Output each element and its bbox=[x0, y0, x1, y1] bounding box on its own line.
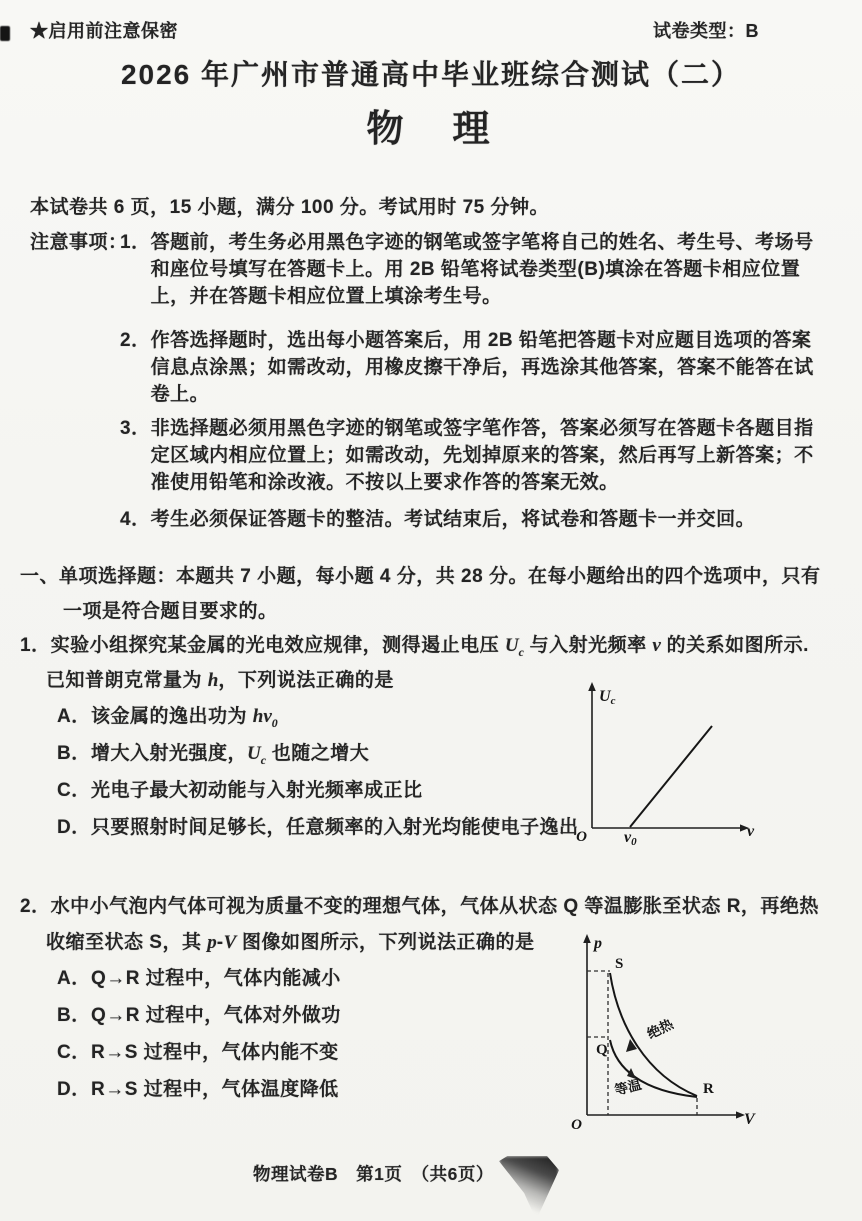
q1-stem-line2: 已知普朗克常量为 h，下列说法正确的是 bbox=[46, 670, 394, 691]
adiabatic-direction-arrow-icon bbox=[626, 1039, 637, 1052]
section1-heading-line1: 一、单项选择题：本题共 7 小题，每小题 4 分，共 28 分。在每小题给出的四个选项中，只有 bbox=[20, 566, 821, 587]
note-number: 3． bbox=[120, 418, 151, 439]
q2-stem-line1 bbox=[20, 893, 821, 920]
option-text: 该金属的逸出功为 $h\nu_0$ bbox=[91, 706, 278, 730]
note-text: 考生必须保证答题卡的整洁。考试结束后，将试卷和答题卡一并交回。 bbox=[150, 509, 756, 530]
note-text: 非选择题必须用黑色字迹的钢笔或签字笔作答，答案必须写在答题卡各题目指定区域内相应位置上；如需改动，先划掉原来的答案，然后再写上新答案；不准使用铅笔和涂改液。不按以上要求作答的答案无效。 bbox=[150, 418, 814, 493]
option-text: Q→R 过程中，气体内能减小 bbox=[91, 968, 341, 989]
y-axis-arrow-icon bbox=[588, 682, 596, 691]
q1-photoelectric-graph bbox=[575, 680, 760, 846]
note-item-2 bbox=[120, 327, 817, 408]
q1-option-c bbox=[57, 777, 423, 804]
option-text: R→S 过程中，气体内能不变 bbox=[91, 1042, 339, 1063]
note-item-4 bbox=[120, 506, 817, 533]
option-text: R→S 过程中，气体温度降低 bbox=[91, 1079, 339, 1100]
scan-edge-mark bbox=[0, 26, 10, 41]
subject-title: 物 理 bbox=[366, 108, 496, 149]
section1-heading-line2: 一项是符合题目要求的。 bbox=[63, 601, 278, 622]
q1-number: 1． bbox=[20, 635, 51, 656]
state-r-label: R bbox=[703, 1081, 714, 1097]
note-number: 2． bbox=[120, 330, 151, 351]
y-axis-label: p bbox=[594, 935, 602, 952]
option-label: B． bbox=[57, 743, 91, 764]
q2-stem-line2: 收缩至状态 S，其 p-V 图像如图所示，下列说法正确的是 bbox=[46, 932, 535, 953]
x-axis-label: ν bbox=[747, 823, 755, 840]
adiabatic-label: 绝热 bbox=[644, 1016, 676, 1042]
option-label: B． bbox=[57, 1005, 91, 1026]
option-label: C． bbox=[57, 1042, 91, 1063]
option-text: 光电子最大初动能与入射光频率成正比 bbox=[91, 780, 423, 801]
threshold-frequency-label: ν0 bbox=[624, 829, 637, 846]
y-axis-arrow-icon bbox=[583, 934, 591, 943]
note-number: 1． bbox=[120, 232, 151, 253]
x-axis-label: V bbox=[744, 1111, 755, 1128]
state-s-label: S bbox=[615, 956, 624, 972]
note-text: 作答选择题时，选出每小题答案后，用 2B 铅笔把答题卡对应题目选项的答案信息点涂黑；如需改动，用橡皮擦干净后，再选涂其他答案，答案不能答在试卷上。 bbox=[150, 330, 814, 405]
option-text: Q→R 过程中，气体对外做功 bbox=[91, 1005, 341, 1026]
q1-option-d bbox=[57, 814, 579, 841]
page-footer: 物理试卷B 第1页 （共6页） bbox=[253, 1164, 494, 1184]
option-label: A． bbox=[57, 968, 91, 989]
notes-label: 注意事项： bbox=[30, 232, 128, 253]
exam-title: 2026 年广州市普通高中毕业班综合测试（二） bbox=[120, 59, 742, 90]
option-label: C． bbox=[57, 780, 91, 801]
y-axis-label: Uc bbox=[599, 688, 616, 707]
security-notice: ★启用前注意保密 bbox=[30, 21, 178, 41]
q2-option-b bbox=[57, 1002, 341, 1029]
state-q-label: Q bbox=[596, 1042, 608, 1058]
uc-vs-frequency-line bbox=[630, 726, 712, 827]
paper-type-label: 试卷类型：B bbox=[653, 21, 759, 41]
option-label: D． bbox=[57, 817, 91, 838]
q1-option-a bbox=[57, 703, 278, 737]
origin-label: O bbox=[576, 829, 587, 845]
option-text: 只要照射时间足够长，任意频率的入射光均能使电子逸出 bbox=[91, 817, 579, 838]
option-label: A． bbox=[57, 706, 91, 727]
q2-pv-graph bbox=[570, 933, 762, 1135]
origin-label: O bbox=[571, 1117, 582, 1133]
page-curl-shadow bbox=[499, 1156, 559, 1220]
q2-option-c bbox=[57, 1039, 339, 1066]
isothermal-label: 等温 bbox=[613, 1076, 643, 1098]
q2-number: 2． bbox=[20, 896, 51, 917]
note-item-3 bbox=[120, 415, 817, 496]
note-item-1 bbox=[120, 229, 817, 310]
q2-option-d bbox=[57, 1076, 339, 1103]
exam-info-line: 本试卷共 6 页，15 小题，满分 100 分。考试用时 75 分钟。 bbox=[30, 197, 549, 218]
q2-option-a bbox=[57, 965, 341, 992]
q1-stem-text: 实验小组探究某金属的光电效应规律，测得遏止电压 $U_c$ 与入射光频率 ν 的关系如图所示. bbox=[50, 635, 809, 659]
q1-option-b bbox=[57, 740, 369, 774]
q2-stem-text: 水中小气泡内气体可视为质量不变的理想气体，气体从状态 Q 等温膨胀至状态 R，再绝热 bbox=[50, 896, 819, 917]
option-text: 增大入射光强度，$U_c$ 也随之增大 bbox=[91, 743, 370, 767]
note-number: 4． bbox=[120, 509, 151, 530]
note-text: 答题前，考生务必用黑色字迹的钢笔或签字笔将自己的姓名、考生号、考场号和座位号填写在答题卡上。用 2B 铅笔将试卷类型(B)填涂在答题卡相应位置上，并在答题卡相应位置上填涂考生号。 bbox=[150, 232, 814, 307]
option-label: D． bbox=[57, 1079, 91, 1100]
q1-stem-line1 bbox=[20, 632, 821, 666]
